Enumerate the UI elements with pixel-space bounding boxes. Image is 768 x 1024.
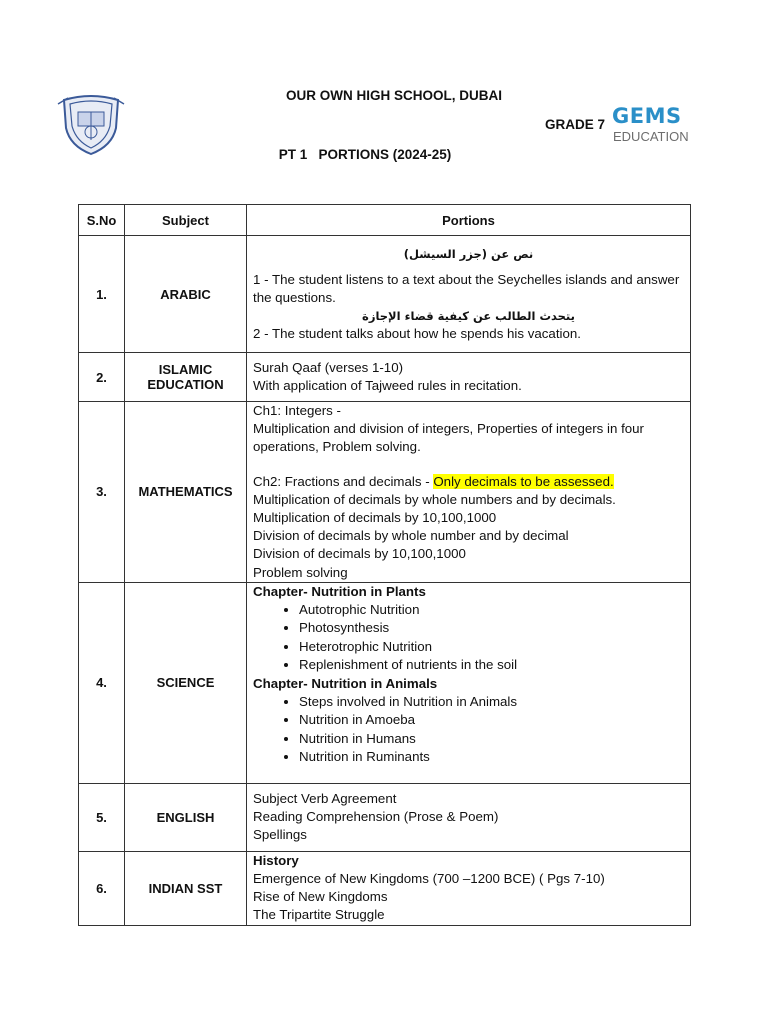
portion-line: Reading Comprehension (Prose & Poem)	[253, 809, 499, 825]
table-row	[79, 236, 691, 353]
table-row	[79, 353, 691, 402]
bullet-list	[253, 601, 684, 675]
portions-table	[78, 204, 691, 926]
gems-logo-subtitle: EDUCATION	[613, 129, 689, 144]
portion-line: Rise of New Kingdoms	[253, 889, 388, 905]
table-header-row	[79, 205, 691, 236]
list-item: • Nutrition in Humans	[299, 730, 684, 748]
row-sno: 4.	[79, 582, 125, 783]
list-item: • Steps involved in Nutrition in Animals	[299, 693, 684, 711]
row-portions	[247, 783, 691, 851]
row-portions	[247, 236, 691, 353]
list-item: • Autotrophic Nutrition	[299, 601, 684, 619]
portion-line: Multiplication of decimals by 10,100,1000	[253, 510, 497, 526]
header-portions: Portions	[247, 205, 691, 236]
arabic-line: يتحدث الطالب عن كيفية قضاء الإجازة	[362, 309, 575, 324]
table-row	[79, 582, 691, 783]
section-heading: History	[253, 852, 299, 868]
row-portions	[247, 402, 691, 583]
row-portions	[247, 353, 691, 402]
portion-line: Multiplication and division of integers, Properties of integers in four operations, Problem solving.	[253, 421, 644, 455]
arabic-line: نص عن (جزر السيشل)	[403, 246, 534, 261]
gems-education-logo	[612, 104, 689, 148]
chapter-heading: Chapter- Nutrition in Plants	[253, 583, 426, 599]
chapter-line	[253, 473, 684, 491]
portion-line: The Tripartite Struggle	[253, 907, 385, 923]
chapter-heading: Chapter- Nutrition in Animals	[253, 675, 438, 691]
portion-line: Division of decimals by whole number and by decimal	[253, 528, 569, 544]
gems-logo-word: GEMS	[612, 104, 682, 128]
row-sno: 6.	[79, 851, 125, 925]
portion-line: 1 - The student listens to a text about the Seychelles islands and answer the questions.	[253, 271, 680, 305]
row-sno: 2.	[79, 353, 125, 402]
portion-line: Division of decimals by 10,100,1000	[253, 546, 466, 562]
table-row	[79, 783, 691, 851]
row-sno: 1.	[79, 236, 125, 353]
row-subject: MATHEMATICS	[125, 402, 247, 583]
list-item: • Nutrition in Ruminants	[299, 748, 684, 766]
row-subject: ARABIC	[125, 236, 247, 353]
portion-line: Emergence of New Kingdoms (700 –1200 BCE) ( Pgs 7-10)	[253, 871, 605, 887]
row-portions	[247, 582, 691, 783]
row-subject: ISLAMIC EDUCATION	[125, 353, 247, 402]
grade-label: GRADE 7	[545, 117, 606, 132]
list-item: • Photosynthesis	[299, 619, 684, 637]
portion-line: Subject Verb Agreement	[253, 791, 397, 807]
portion-line: 2 - The student talks about how he spends his vacation.	[253, 326, 581, 342]
list-item: • Heterotrophic Nutrition	[299, 638, 684, 656]
row-sno: 3.	[79, 402, 125, 583]
row-subject: SCIENCE	[125, 582, 247, 783]
row-subject: ENGLISH	[125, 783, 247, 851]
portion-line: Problem solving	[253, 564, 348, 580]
portion-line: Spellings	[253, 827, 307, 843]
row-portions	[247, 851, 691, 925]
chapter-line: Ch1: Integers -	[253, 403, 341, 418]
header-sno: S.No	[79, 205, 125, 236]
list-item: • Nutrition in Amoeba	[299, 711, 684, 729]
portion-line: With application of Tajweed rules in recitation.	[253, 378, 522, 393]
table-row	[79, 851, 691, 925]
highlighted-note: Only decimals to be assessed.	[433, 473, 614, 489]
bullet-list	[253, 693, 684, 767]
portion-line: Multiplication of decimals by whole numbers and by decimals.	[253, 491, 616, 507]
chapter-text: Ch2: Fractions and decimals -	[253, 473, 434, 489]
list-item: • Replenishment of nutrients in the soil	[299, 656, 684, 674]
row-sno: 5.	[79, 783, 125, 851]
portion-line: Surah Qaaf (verses 1-10)	[253, 359, 404, 375]
page-title: PT 1 PORTIONS (2024-25)	[278, 147, 452, 162]
table-row	[79, 402, 691, 583]
header-subject: Subject	[125, 205, 247, 236]
row-subject: INDIAN SST	[125, 851, 247, 925]
school-name: OUR OWN HIGH SCHOOL, DUBAI	[286, 88, 502, 103]
